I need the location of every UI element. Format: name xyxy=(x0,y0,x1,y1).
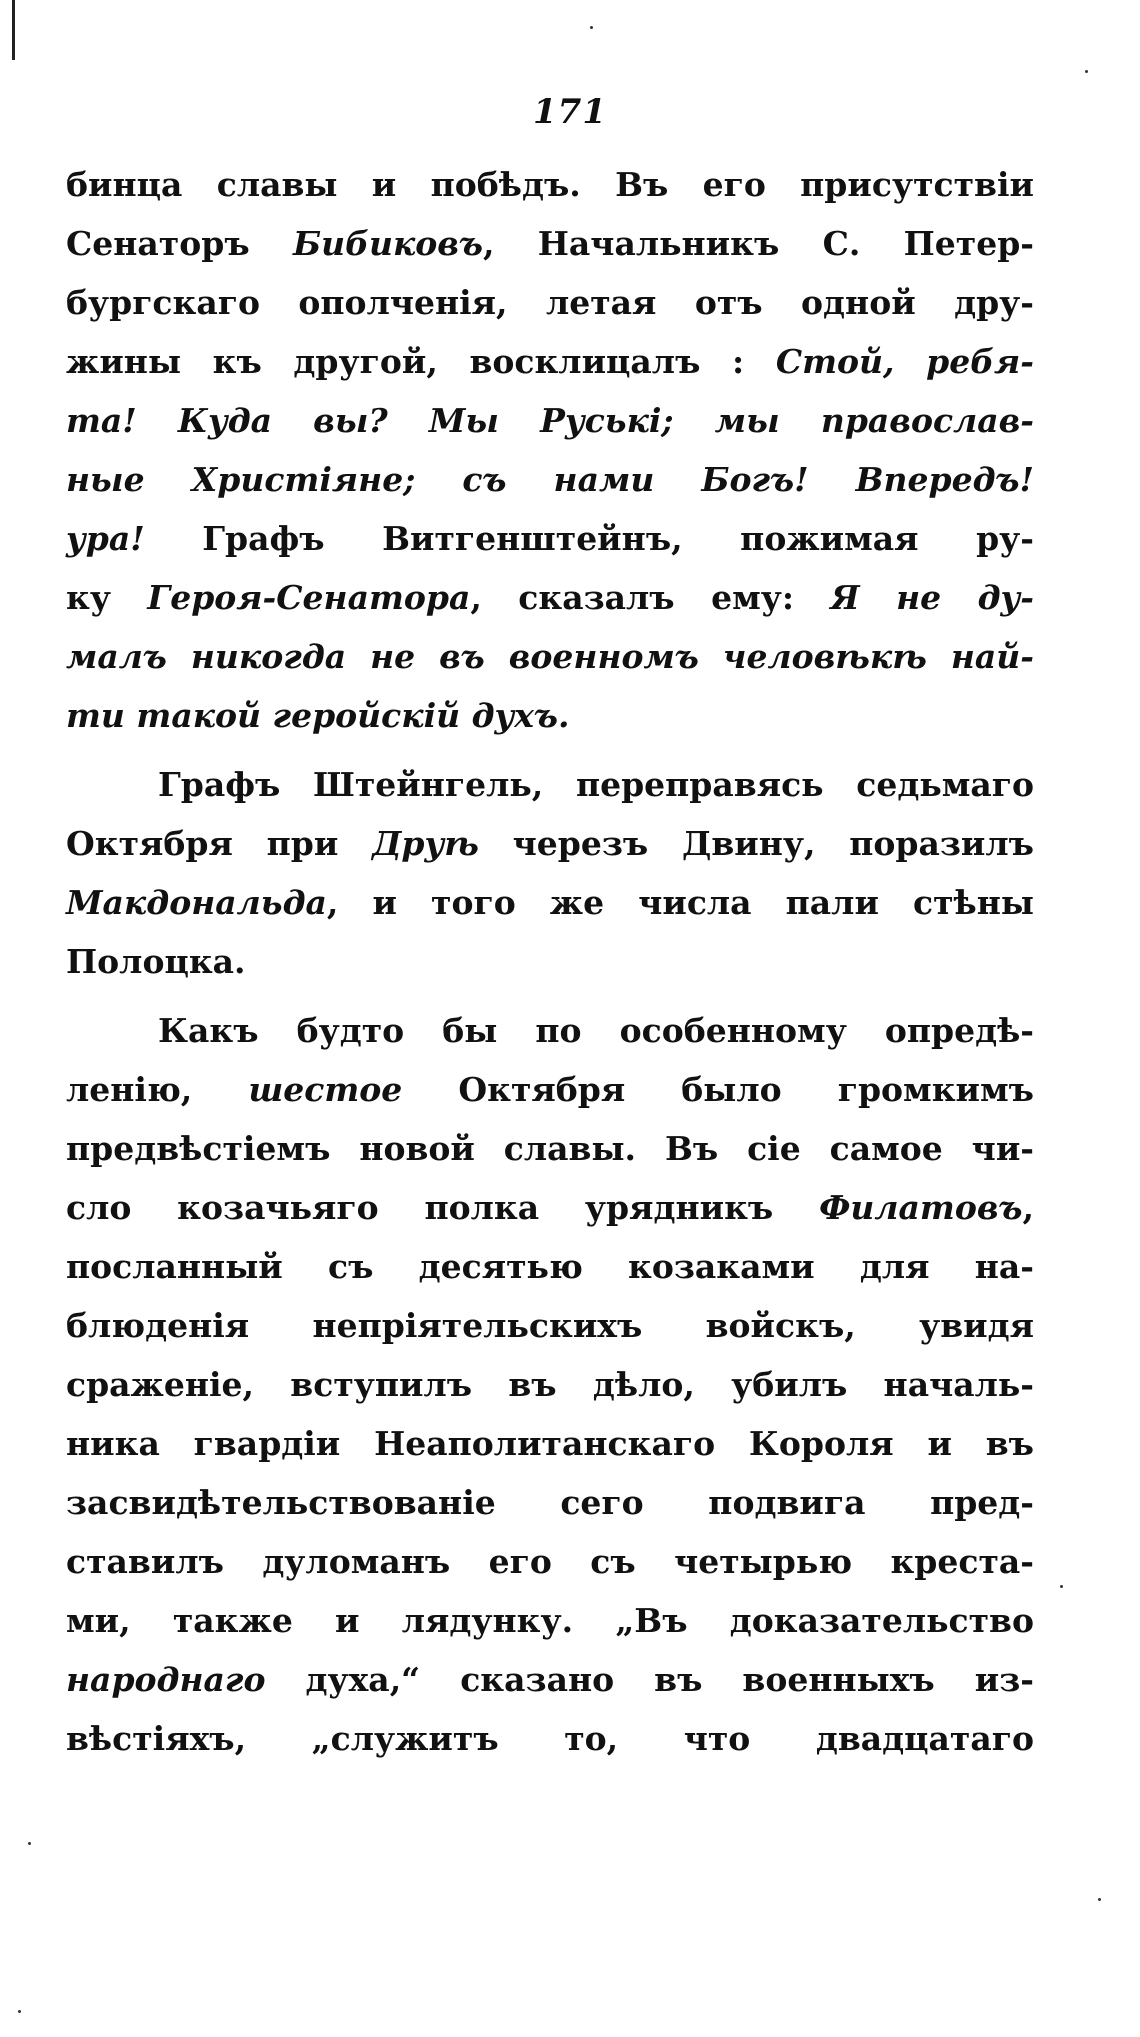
text-line xyxy=(66,509,1034,568)
text-line xyxy=(66,1473,1034,1532)
italic-segment: ные Христіяне; съ нами Богъ! Впередъ! xyxy=(66,460,1034,499)
text-line xyxy=(66,755,1034,814)
text-line xyxy=(66,1650,1034,1709)
text-line xyxy=(66,391,1034,450)
paragraph-p3 xyxy=(66,1001,1034,1768)
text-segment: сраженіе, вступилъ въ дѣло, убилъ началь- xyxy=(66,1365,1034,1404)
text-line xyxy=(66,686,1034,745)
text-line xyxy=(66,1532,1034,1591)
scan-speck xyxy=(1085,70,1088,73)
text-segment: духа,“ сказано въ военныхъ из- xyxy=(265,1660,1034,1699)
scan-speck xyxy=(1060,1585,1063,1588)
italic-segment: ти такой геройскій духъ. xyxy=(66,696,570,735)
text-line xyxy=(66,1001,1034,1060)
page-edge-rule xyxy=(12,0,15,60)
text-line xyxy=(66,1060,1034,1119)
text-line xyxy=(66,814,1034,873)
text-line xyxy=(66,873,1034,932)
text-line xyxy=(66,1178,1034,1237)
text-line xyxy=(66,1237,1034,1296)
text-segment: бургскаго ополченія, летая отъ одной дру- xyxy=(66,283,1034,322)
text-line xyxy=(66,1591,1034,1650)
italic-segment: народнаго xyxy=(66,1660,266,1699)
text-segment: , xyxy=(1022,1188,1034,1227)
scan-speck xyxy=(590,26,593,29)
text-line xyxy=(66,568,1034,627)
text-line xyxy=(66,627,1034,686)
italic-segment: Стой, ребя- xyxy=(775,342,1034,381)
text-segment: , сказалъ ему: xyxy=(470,578,831,617)
text-segment: ку xyxy=(66,578,148,617)
italic-segment: та! Куда вы? Мы Руські; мы православ- xyxy=(66,401,1034,440)
text-line xyxy=(66,155,1034,214)
italic-segment: Друѣ xyxy=(372,824,479,863)
italic-segment: Филатовъ xyxy=(819,1188,1023,1227)
italic-segment: Бибиковъ xyxy=(292,224,483,263)
text-segment: жины къ другой, восклицалъ : xyxy=(66,342,776,381)
text-line xyxy=(66,1296,1034,1355)
text-line xyxy=(66,214,1034,273)
text-line xyxy=(66,1709,1034,1768)
italic-segment: ура! xyxy=(66,519,145,558)
text-line xyxy=(66,932,1034,991)
text-segment: предвѣстіемъ новой славы. Въ сіе самое чи- xyxy=(66,1129,1034,1168)
text-segment: , и того же числа пали стѣны xyxy=(326,883,1034,922)
text-segment: Октября при xyxy=(66,824,373,863)
text-segment: ника гвардіи Неаполитанскаго Короля и въ xyxy=(66,1424,1034,1463)
paragraph-p1 xyxy=(66,155,1034,745)
text-segment: Графъ Витгенштейнъ, пожимая ру- xyxy=(144,519,1034,558)
text-line xyxy=(66,273,1034,332)
italic-segment: Макдональда xyxy=(66,883,327,922)
scan-speck xyxy=(1098,1898,1101,1901)
text-segment: посланный съ десятью козаками для на- xyxy=(66,1247,1034,1286)
italic-segment: Героя-Сенатора xyxy=(147,578,471,617)
italic-segment: шестое xyxy=(248,1070,403,1109)
italic-segment: Я не ду- xyxy=(830,578,1034,617)
italic-segment: малъ никогда не въ военномъ человѣкѣ най- xyxy=(66,637,1034,676)
scan-speck xyxy=(28,1842,31,1845)
text-segment: бинца славы и побѣдъ. Въ его присутствіи xyxy=(66,165,1034,204)
scan-speck xyxy=(18,2010,21,2013)
text-line xyxy=(66,1119,1034,1178)
text-line xyxy=(66,332,1034,391)
text-segment: блюденія непріятельскихъ войскъ, увидя xyxy=(66,1306,1034,1345)
text-line xyxy=(66,1414,1034,1473)
text-segment: , Начальникъ С. Петер- xyxy=(482,224,1034,263)
paragraph-p2 xyxy=(66,755,1034,991)
text-segment: Полоцка. xyxy=(66,942,246,981)
text-line xyxy=(66,1355,1034,1414)
text-line xyxy=(66,450,1034,509)
text-segment: Октября было громкимъ xyxy=(402,1070,1034,1109)
text-segment: вѣстіяхъ, „служитъ то, что двадцатаго xyxy=(66,1719,1034,1758)
paragraph-gap xyxy=(66,745,1034,755)
page-number: 171 xyxy=(533,92,607,132)
paragraph-gap xyxy=(66,991,1034,1001)
text-segment: черезъ Двину, поразилъ xyxy=(478,824,1034,863)
text-segment: ми, также и лядунку. „Въ доказательство xyxy=(66,1601,1034,1640)
text-segment: засвидѣтельствованіе сего подвига пред- xyxy=(66,1483,1034,1522)
text-segment: Сенаторъ xyxy=(66,224,293,263)
text-segment: Какъ будто бы по особенному опредѣ- xyxy=(158,1011,1034,1050)
text-segment: ленію, xyxy=(66,1070,249,1109)
text-segment: ставилъ дуломанъ его съ четырью креста- xyxy=(66,1542,1034,1581)
body-text xyxy=(66,155,1034,1768)
text-segment: Графъ Штейнгель, переправясь седьмаго xyxy=(158,765,1034,804)
text-segment: сло козачьяго полка урядникъ xyxy=(66,1188,820,1227)
